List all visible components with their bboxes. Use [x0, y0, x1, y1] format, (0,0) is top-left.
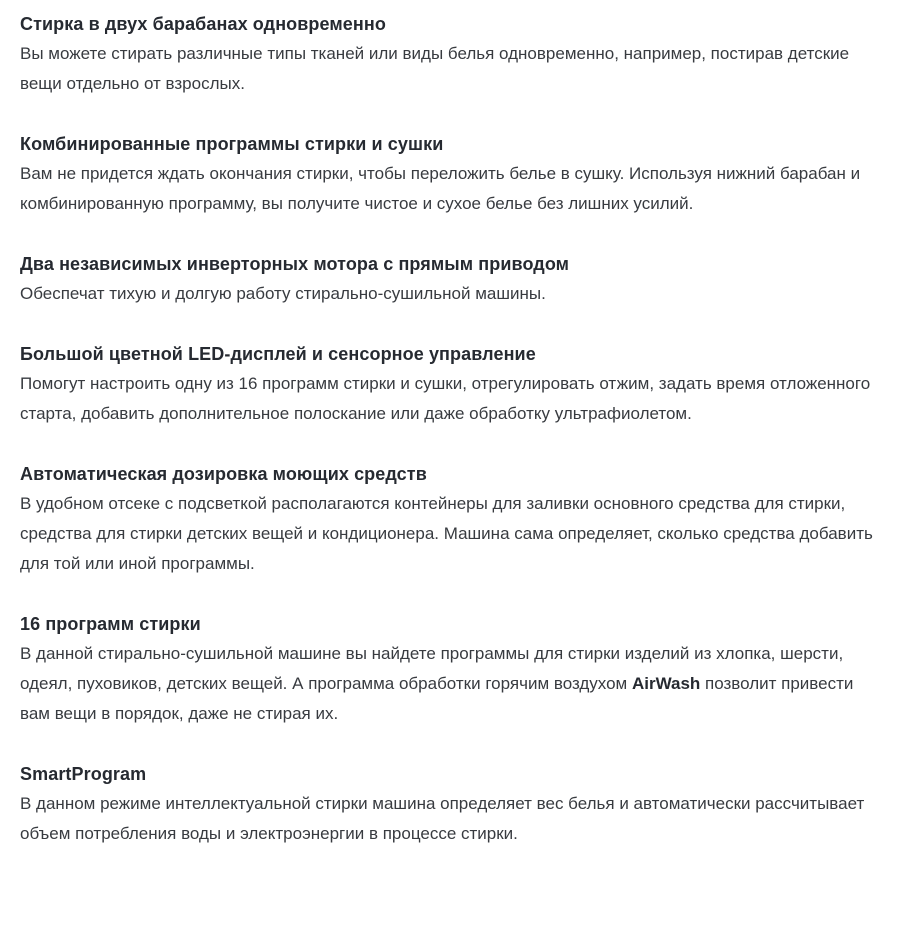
paragraph-text: В данной стирально-сушильной машине вы найдете программы для стирки изделий из хлопка, шерсти, одеял, пуховиков, детских вещей. А программа обработки горячим воздухом — [20, 644, 844, 693]
paragraph-text: Помогут настроить одну из 16 программ стирки и сушки, отрегулировать отжим, задать время отложенного старта, добавить дополнительное полоскание или даже обработку ультрафиолетом. — [20, 374, 871, 423]
feature-heading: SmartProgram — [20, 764, 147, 784]
feature-heading: Стирка в двух барабанах одновременно — [20, 14, 386, 34]
paragraph-text: В данном режиме интеллектуальной стирки машина определяет вес белья и автоматически рассчитывает объем потребления воды и электроэнергии в процессе стирки. — [20, 794, 865, 843]
feature-section — [20, 249, 887, 309]
feature-heading: Большой цветной LED-дисплей и сенсорное управление — [20, 344, 536, 364]
feature-section — [20, 459, 887, 579]
feature-paragraph — [20, 639, 887, 729]
paragraph-text: позволит привести вам вещи в порядок, даже не стирая их. — [20, 674, 854, 723]
features-list — [20, 9, 887, 849]
feature-paragraph — [20, 789, 887, 849]
feature-paragraph — [20, 369, 887, 429]
feature-section — [20, 339, 887, 429]
feature-paragraph — [20, 489, 887, 579]
paragraph-text: Вы можете стирать различные типы тканей или виды белья одновременно, например, постирав детские вещи отдельно от взрослых. — [20, 44, 850, 93]
feature-paragraph — [20, 159, 887, 219]
brand-term: AirWash — [631, 674, 701, 693]
feature-section — [20, 759, 887, 849]
feature-heading: 16 программ стирки — [20, 614, 201, 634]
feature-section — [20, 129, 887, 219]
feature-paragraph — [20, 279, 887, 309]
feature-heading: Комбинированные программы стирки и сушки — [20, 134, 444, 154]
feature-paragraph — [20, 39, 887, 99]
paragraph-text: Обеспечат тихую и долгую работу стирально-сушильной машины. — [20, 284, 546, 303]
feature-heading: Автоматическая дозировка моющих средств — [20, 464, 427, 484]
feature-section — [20, 609, 887, 729]
feature-section — [20, 9, 887, 99]
feature-heading: Два независимых инверторных мотора с прямым приводом — [20, 254, 570, 274]
paragraph-text: В удобном отсеке с подсветкой располагаются контейнеры для заливки основного средства для стирки, средства для стирки детских вещей и кондиционера. Машина сама определяет, сколько средства добавить для той или иной программы. — [20, 494, 873, 573]
paragraph-text: Вам не придется ждать окончания стирки, чтобы переложить белье в сушку. Используя нижний барабан и комбинированную программу, вы получите чистое и сухое белье без лишних усилий. — [20, 164, 861, 213]
